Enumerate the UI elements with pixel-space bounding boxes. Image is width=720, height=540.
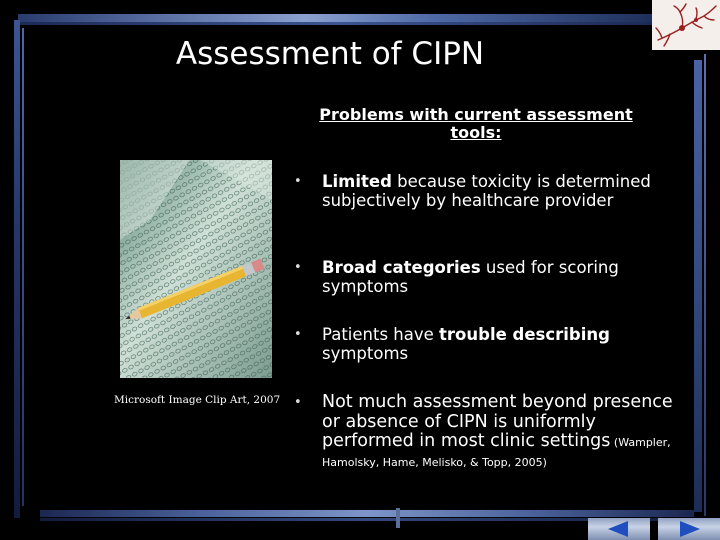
next-slide-button[interactable] [658,518,720,540]
right-decorative-bar [694,60,702,512]
bullet-pre-text: Patients have [322,325,440,344]
subheading-line-2: tools: [450,123,502,142]
bullet-text [322,325,674,363]
bullet-icon: • [294,327,302,342]
triangle-right-icon [680,521,700,537]
bottom-bar-divider [396,508,400,528]
left-decorative-bar-thin [22,28,24,506]
bottom-decorative-bar [40,510,694,517]
image-caption: Microsoft Image Clip Art, 2007 [114,394,281,406]
left-decorative-bar [14,20,20,518]
bullet-bold-text: Limited [322,172,392,191]
section-subheading [296,106,656,142]
bullet-rest-text: because toxicity is determined subjectively by healthcare provider [322,172,651,210]
bullet-rest-text: symptoms [322,344,409,363]
subheading-line-1: Problems with current assessment [319,105,633,124]
citation-text: (Wampler, Hamolsky, Hame, Melisko, & Topp, 2005) [322,436,671,469]
bullet-text [322,393,674,471]
bullet-icon: • [294,395,302,410]
bullet-rest-text: used for scoring symptoms [322,258,619,296]
top-decorative-bar-thin [18,22,656,25]
bullet-bold-text: Broad categories [322,258,481,277]
page-title-text: Assessment of CIPN [175,36,485,72]
triangle-left-icon [608,521,628,537]
bullet-text [322,172,674,210]
right-decorative-bar-thin [704,54,706,516]
top-decorative-bar [18,14,656,22]
previous-slide-button[interactable] [588,518,650,540]
answer-sheet-pencil-image [120,160,272,378]
bullet-icon: • [294,260,302,275]
bullet-text [322,258,674,296]
bullet-icon: • [294,174,302,189]
page-title [0,36,690,72]
bullet-main-text: Not much assessment beyond presence or absence of CIPN is uniformly performed in most clinic settings [322,392,673,451]
bullet-bold-text: trouble describing [439,325,610,344]
